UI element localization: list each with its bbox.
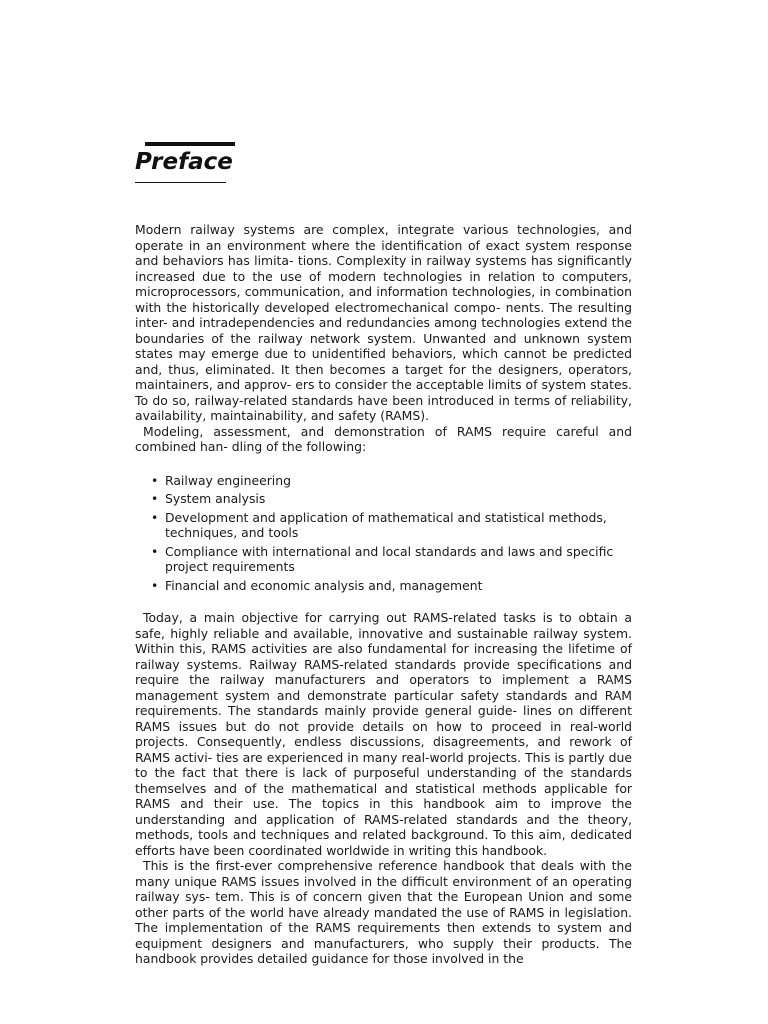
list-item: [151, 578, 632, 594]
list-item: [151, 491, 632, 507]
list-item-text: Railway engineering: [165, 472, 291, 488]
bullet-glyph: •: [151, 472, 159, 488]
bullet-glyph: •: [151, 543, 159, 559]
list-item: [151, 544, 632, 575]
title-bottom-rule: [135, 182, 226, 183]
bullet-glyph: •: [151, 577, 159, 593]
list-item-text: Compliance with international and local standards and laws and specific project requirements: [165, 543, 614, 574]
bullet-list: [135, 473, 632, 594]
paragraph: Modeling, assessment, and demonstration of RAMS require careful and combined han- dling of the following:: [135, 423, 632, 454]
paragraph: Today, a main objective for carrying out RAMS-related tasks is to obtain a safe, highly reliable and available, innovative and sustainable railway system. Within this, RAMS activities are also fundamental for increasing the lifetime of railway systems. Railway RAMS-related standards provide specifications and require the railway manufacturers and operators to implement a RAMS management system and demonstrate particular safety standards and RAM requirements. The standards mainly provide general guide- lines on different RAMS issues but do not provide details on how to proceed in real-world projects. Consequently, endless discussions, disagreements, and rework of RAMS activi- ties are experienced in many real-world projects. This is partly due to the fact that there is lack of purposeful understanding of the standards themselves and of the mathematical and statistical methods applicable for RAMS and their use. The topics in this handbook aim to improve the understanding and application of RAMS-related standards and the theory, methods, tools and techniques and related background. To this aim, dedicated efforts have been coordinated worldwide in writing this handbook.: [135, 610, 632, 858]
paragraph: Modern railway systems are complex, integrate various technologies, and operate in an environment where the identification of exact system response and behaviors has limita- tions. Complexity in railway systems has significantly increased due to the use of modern technologies in relation to computers, microprocessors, communication, and information technologies, in combination with the historically developed electromechanical compo- nents. The resulting inter- and intradependencies and redundancies among technologies extend the boundaries of the railway network system. Unwanted and unknown system states may emerge due to unidentified behaviors, which cannot be predicted and, thus, eliminated. It then becomes a target for the designers, operators, maintainers, and approv- ers to consider the acceptable limits of system states. To do so, railway-related standards have been introduced in terms of reliability, availability, maintainability, and safety (RAMS).: [135, 222, 632, 423]
list-item: [151, 473, 632, 489]
list-item-text: Financial and economic analysis and, management: [165, 577, 483, 593]
bullet-glyph: •: [151, 491, 159, 506]
body-text: [135, 222, 632, 967]
bullet-glyph: •: [151, 509, 159, 525]
list-item-text: Development and application of mathematical and statistical methods, techniques, and tools: [165, 509, 607, 540]
list-item: [151, 510, 632, 541]
page-title: Preface: [135, 149, 233, 175]
list-item-text: System analysis: [165, 491, 266, 506]
paragraph: This is the first-ever comprehensive reference handbook that deals with the many unique RAMS issues involved in the difficult environment of an operating railway sys- tem. This is of concern given that the European Union and some other parts of the world have already mandated the use of RAMS in legislation. The implementation of the RAMS requirements then extends to system and equipment designers and manufacturers, who supply their products. The handbook provides detailed guidance for those involved in the: [135, 858, 632, 966]
title-top-rule: [145, 142, 235, 146]
